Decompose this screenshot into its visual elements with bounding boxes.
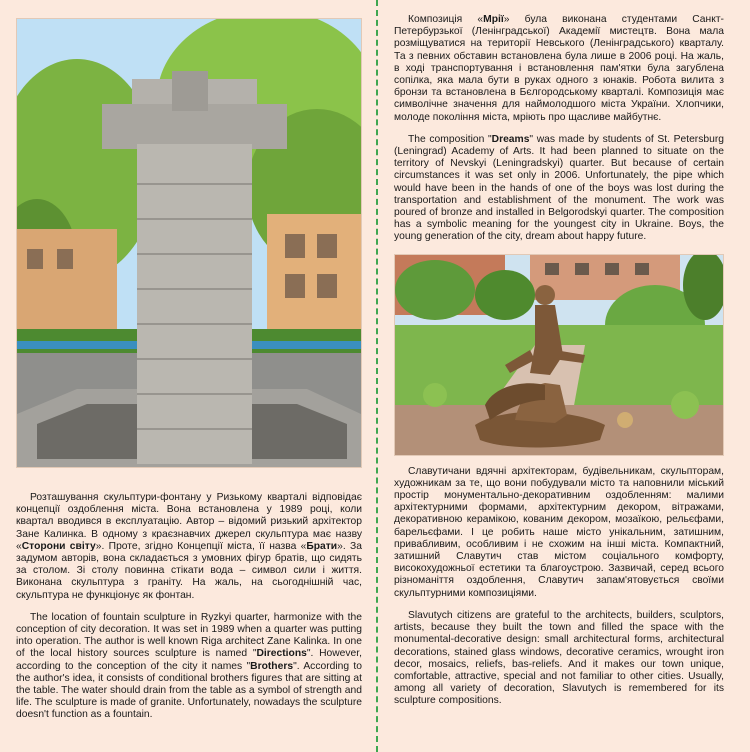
center-divider [376, 0, 378, 752]
right-column [394, 14, 724, 708]
dreams-sculpture-photo [394, 254, 724, 456]
left-column [16, 18, 362, 722]
ua-description-slavutych: Славутичани вдячні архітекторам, будівельникам, скульпторам, художникам за те, що вони побудували місто та наповнили міський простір монументально-декоративним оздобленням: малими архітектурними формами, архітектурним декором, вітражами, декоративною керамікою, кованим декором, мозаїкою, рельєфами, барельєфами. І це робить наше місто унікальним, затишним, привабливим, особливим і не схожим на інші міста. Компактний, затишний Славутич став містом соціального комфорту, високохудожньої естетики та благоустрою. Зазвичай, серед всього різноманіття оздоблення, Славутич запам'ятовується своїми скульптурними композиціями. [394, 465, 724, 599]
en-description-fountain: The location of fountain sculpture in Ryzkyi quarter, harmonize with the conception of city decoration. It was set in 1989 when a quarter was putting into operation. The author is well known Riga architect Zane Kalinka. In one of the local history sources sculpture is named "Directions". However, according to the conception of the city it names "Brothers". According to the author's idea, it consists of conditional brothers figures that are sitting at the table. The water should drain from the table as a symbol of strength and life. The sculpture is made of granite. Unfortunately, nowadays the sculpture doesn't function as a fountain. [16, 611, 362, 721]
en-description-dreams: The composition "Dreams" was made by students of St. Petersburg (Leningrad) Academy of Arts. It had been planned to situate on the territory of Nevskyi (Leningradskyi) quarter. But because of certain circumstances it was set only in 2006. Unfortunately, the pipe which would have been in the hands of one of the boys was lost during the transportation and establishment of the monument. The work was poured of bronze and installed in Belgorodskyi quarter. The composition has a symbolic meaning for the youngest city in Ukraine. Boys, the young generation of the city, dream about happy future. [394, 133, 724, 243]
ua-description-dreams: Композиція «Мрії» була виконана студентами Санкт-Петербурзької (Ленінградської) Академії мистецтв. Вона мала розміщуватися на території Невського (Ленінградського) кварталу. Та з певних обставин встановлена була лише в 2006 році. На жаль, в ході транспортування і встановлення пам'ятки була загублена сопілка, яка мала бути в руках одного з юнаків. Робота вилита з бронзи та встановлена в Бєлгородському кварталі. Композиція має символічне значення для наймолодшого міста України. Хлопчики, молоде покоління міста, мріють про щасливе майбутнє. [394, 14, 724, 123]
ua-description-fountain: Розташування скульптури-фонтану у Ризькому кварталі відповідає концепції оздоблення міста. Вона встановлена у 1989 році, коли квартал вводився в експлуатацію. Автор – відомий ризький архітектор Зане Калинка. В одному з краєзнавчих джерел скульптура має назву «Сторони світу». Проте, згідно Концепції міста, її назва «Брати». За задумом авторів, вона складається з умовних фігур братів, що сидять за столом. Зі столу повинна стікати вода – символ сили і життя. Виконана скульптура з граніту. На жаль, на сьогоднішній час, скульптура не функціонує як фонтан. [16, 492, 362, 601]
fountain-sculpture-photo [16, 18, 362, 468]
en-description-slavutych: Slavutych citizens are grateful to the architects, builders, sculptors, artists, because they built the town and filled the space with the monumental-decorative design: small architectural forms, architectural decorations, stained glass windows, decorative ceramics, wrought iron decor, mosaics, reliefs, bas-reliefs. And it makes our town unique, comfortable, attractive, special and not familiar to other cities. Usually, among all variety of decoration, Slavutych is remembered for its sculpture compositions. [394, 609, 724, 707]
